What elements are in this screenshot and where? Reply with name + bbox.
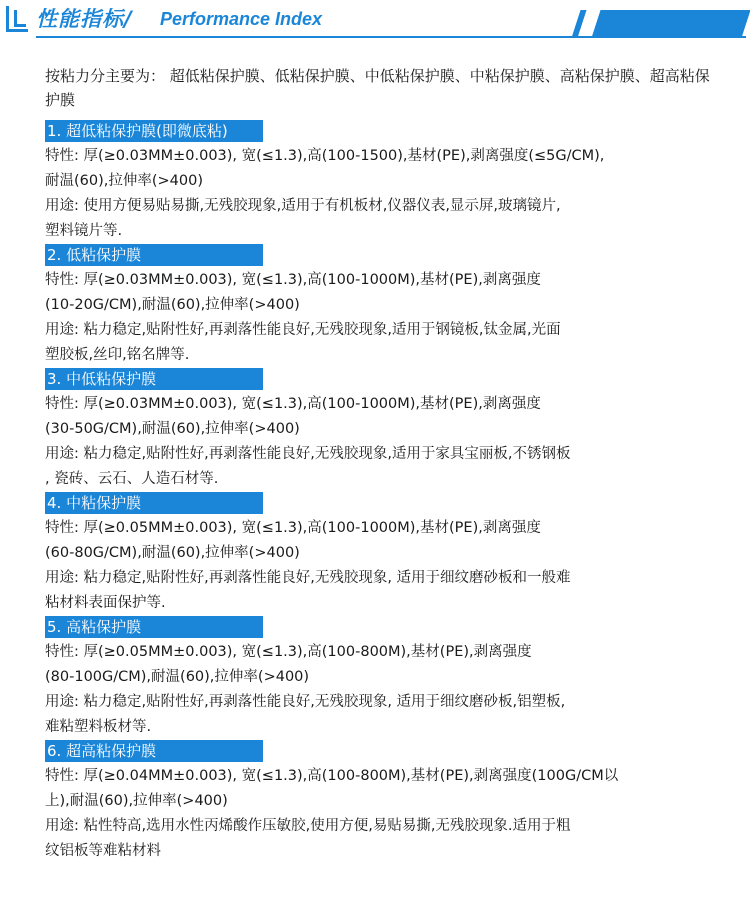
section-line: 粘材料表面保护等. (45, 595, 166, 611)
section-4 (45, 492, 710, 616)
section-6 (45, 740, 710, 864)
section-title: 3. 中低粘保护膜 (45, 368, 263, 390)
section-title: 4. 中粘保护膜 (45, 492, 263, 514)
section-line: 塑胶板,丝印,铭名牌等. (45, 347, 190, 363)
section-line: 用途: 粘力稳定,贴附性好,再剥落性能良好,无残胶现象, 适用于细纹磨砂板,铝塑板, (45, 694, 566, 710)
section-line: 纹铝板等难粘材料 (45, 843, 161, 859)
section-line: 特性: 厚(≥0.03MM±0.003), 宽(≤1.3),高(100-1000M),基材(PE),剥离强度 (45, 396, 541, 412)
section-1 (45, 120, 710, 244)
section-line: 特性: 厚(≥0.03MM±0.003), 宽(≤1.3),高(100-1500),基材(PE),剥离强度(≤5G/CM), (45, 148, 605, 164)
header-tab-decoration (591, 10, 750, 38)
section-line: 特性: 厚(≥0.05MM±0.003), 宽(≤1.3),高(100-1000M),基材(PE),剥离强度 (45, 520, 541, 536)
section-title: 2. 低粘保护膜 (45, 244, 263, 266)
section-line: 难粘塑料板材等. (45, 719, 152, 735)
section-line: 用途: 粘力稳定,贴附性好,再剥落性能良好,无残胶现象,适用于钢镜板,钛金属,光面 (45, 322, 561, 338)
section-line: 塑料镜片等. (45, 223, 123, 239)
section-line: 上),耐温(60),拉伸率(>400) (45, 793, 228, 809)
section-title: 1. 超低粘保护膜(即微底粘) (45, 120, 263, 142)
section-2 (45, 244, 710, 368)
performance-content (45, 64, 710, 864)
header-title-cn: 性能指标/ (36, 7, 133, 31)
section-header (0, 0, 750, 40)
section-line: 用途: 使用方便易贴易撕,无残胶现象,适用于有机板材,仪器仪表,显示屏,玻璃镜片, (45, 198, 561, 214)
intro-text: 按粘力分主要为： 超低粘保护膜、低粘保护膜、中低粘保护膜、中粘保护膜、高粘保护膜、超高粘保护膜 (45, 67, 710, 109)
section-line: 特性: 厚(≥0.05MM±0.003), 宽(≤1.3),高(100-800M),基材(PE),剥离强度 (45, 644, 532, 660)
section-title: 6. 超高粘保护膜 (45, 740, 263, 762)
section-line: (60-80G/CM),耐温(60),拉伸率(>400) (45, 545, 300, 561)
section-line: 耐温(60),拉伸率(>400) (45, 173, 204, 189)
section-line: 用途: 粘力稳定,贴附性好,再剥落性能良好,无残胶现象, 适用于细纹磨砂板和一般难 (45, 570, 571, 586)
section-line: 特性: 厚(≥0.04MM±0.003), 宽(≤1.3),高(100-800M),基材(PE),剥离强度(100G/CM以 (45, 768, 619, 784)
section-line: 用途: 粘力稳定,贴附性好,再剥落性能良好,无残胶现象,适用于家具宝丽板,不锈钢板 (45, 446, 571, 462)
section-line: 特性: 厚(≥0.03MM±0.003), 宽(≤1.3),高(100-1000M),基材(PE),剥离强度 (45, 272, 541, 288)
header-title-en: Performance Index (160, 9, 323, 29)
header-slash-decoration (571, 10, 586, 38)
bracket-icon (6, 6, 28, 32)
section-line: 用途: 粘性特高,选用水性丙烯酸作压敏胶,使用方便,易贴易撕,无残胶现象.适用于粗 (45, 818, 571, 834)
section-line: (10-20G/CM),耐温(60),拉伸率(>400) (45, 297, 300, 313)
section-line: , 瓷砖、云石、人造石材等. (45, 471, 219, 487)
section-3 (45, 368, 710, 492)
section-title: 5. 高粘保护膜 (45, 616, 263, 638)
section-5 (45, 616, 710, 740)
section-line: (30-50G/CM),耐温(60),拉伸率(>400) (45, 421, 300, 437)
section-line: (80-100G/CM),耐温(60),拉伸率(>400) (45, 669, 310, 685)
